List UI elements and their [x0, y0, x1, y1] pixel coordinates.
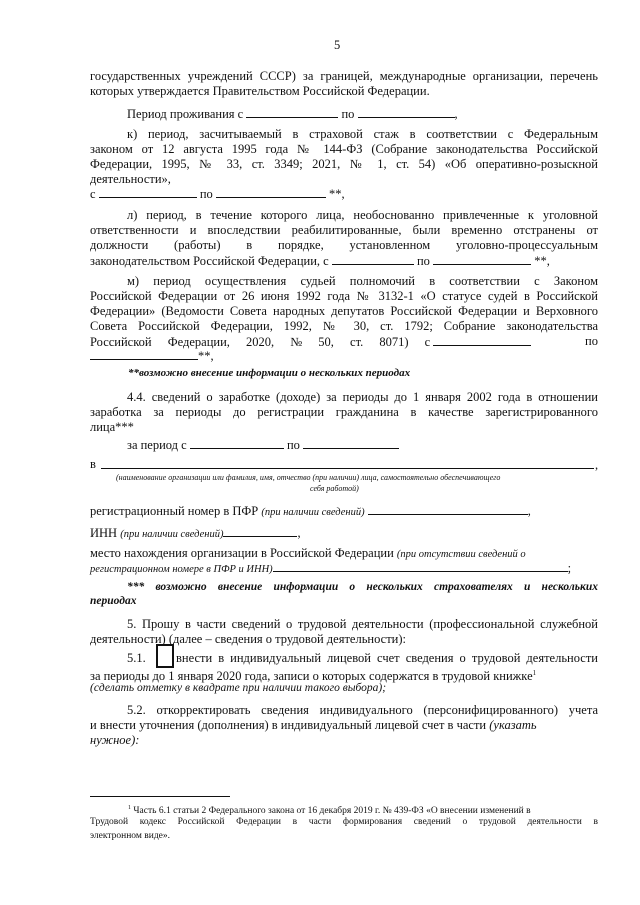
hint: (указать	[489, 718, 537, 732]
text-line: л) период, в течение которого лица, необоснованно привлеченные к уголовной	[127, 208, 598, 222]
po-label: по	[416, 254, 430, 268]
inn-label: ИНН	[90, 526, 118, 540]
v-label: в	[90, 457, 96, 471]
item-number: 5.1.	[127, 651, 146, 665]
date-to-field[interactable]	[90, 348, 198, 360]
text-line: деятельности) (далее – сведения о трудовой деятельности):	[90, 632, 407, 646]
text-line: к) период, засчитываемый в страховой стаж в соответствии с Федеральным	[127, 127, 598, 141]
hint: (при наличии сведений)	[261, 507, 365, 518]
text-line: заработка за периоды до регистрации гражданина в качестве зарегистрированного	[90, 405, 598, 419]
regnum-label: регистрационный номер в ПФР	[90, 504, 259, 518]
text-line: Российской Федерации от 26 июня 1992 года № 3132-1 «О статусе судей в Российской	[90, 289, 598, 303]
footnote-ref: 1	[532, 669, 537, 677]
text-line: нужное):	[90, 733, 140, 747]
inn-row	[90, 525, 301, 542]
punct: ,	[297, 526, 301, 540]
text-line: 5. Прошу в части сведений о трудовой деятельности (профессиональной служебной	[127, 617, 598, 631]
text-line: внести в индивидуальный лицевой счет сведения о трудовой деятельности	[176, 651, 598, 665]
po-label: по	[286, 438, 300, 452]
page-number: 5	[334, 38, 341, 52]
footnote-mark: **,	[329, 187, 345, 201]
hint: регистрационном номере в ПФР и ИНН)	[90, 564, 273, 575]
date-from-field[interactable]	[332, 253, 414, 265]
text-line: за периоды до 1 января 2020 года, записи о которых содержатся в трудовой книжке	[90, 669, 533, 684]
period-label: за период с	[127, 438, 187, 452]
k-period-row	[90, 186, 345, 202]
po-label: по	[341, 107, 355, 121]
location-field[interactable]	[273, 560, 568, 572]
period-label: Период проживания с	[127, 107, 244, 121]
caption-line: (наименование организации или фамилия, имя, отчество (при наличии) лица, самостоятельно обеспечивающего	[116, 473, 501, 482]
text-line: Трудовой кодекс Российской Федерации в части формирования сведений о трудовой деятельности в	[90, 817, 598, 827]
text-line: м) период осуществления судьей полномочий в соответствии с Законом	[127, 274, 598, 288]
text-line: ответственности и впоследствии реабилитированные, были временно отстранены от	[90, 223, 598, 237]
s-label: с	[90, 187, 96, 201]
text-line: деятельности»,	[90, 172, 171, 186]
date-from-field[interactable]	[433, 334, 531, 346]
text-line: 4.4. сведений о заработке (доходе) за периоды до 1 января 2002 года в отношении	[127, 390, 598, 404]
date-to-field[interactable]	[433, 253, 531, 265]
text-line: которых утверждается Правительством Российской Федерации.	[90, 84, 430, 98]
m-period-row-2	[90, 348, 214, 364]
date-from-field[interactable]	[246, 106, 338, 118]
labor-book-checkbox[interactable]	[156, 644, 174, 668]
l-period-row	[90, 253, 550, 269]
inn-field[interactable]	[223, 525, 297, 537]
text-line: Часть 6.1 статьи 2 Федерального закона от 16 декабря 2019 г. № 439-ФЗ «О внесении изменений в	[133, 806, 531, 817]
footnote-mark: **,	[534, 254, 550, 268]
text-line: электронном виде».	[90, 831, 170, 841]
punct: ,	[527, 504, 531, 518]
text-line: лица***	[90, 420, 134, 434]
text-line: Федерации, 1995, № 33, ст. 3349; 2021, № 1, ст. 54) «Об оперативно-розыскной	[90, 157, 598, 171]
text-line: законом от 12 августа 1995 года № 144-ФЗ (Собрание законодательства Российской	[90, 142, 598, 156]
po-label: по	[585, 334, 598, 348]
text-segment: Российской Федерации, 2020, № 50, ст. 8071) с	[90, 335, 431, 349]
hint: (при отсутствии сведений о	[396, 549, 526, 560]
footnote-mark: 1	[128, 805, 131, 811]
caption-line: себя работой)	[310, 484, 359, 493]
punct: ,	[454, 107, 458, 121]
text-line: *** возможно внесение информации о нескольких страхователях и нескольких	[127, 581, 598, 593]
regnum-field[interactable]	[368, 503, 528, 515]
regnum-row	[90, 503, 531, 520]
text-segment: законодательством Российской Федерации, с	[90, 254, 329, 268]
text-line: государственных учреждений СССР) за границей, международные организации, перечень	[90, 69, 598, 83]
footnote-separator	[90, 796, 230, 797]
location-row-2	[90, 560, 571, 577]
punct: ;	[567, 561, 572, 575]
po-label: по	[199, 187, 213, 201]
text-line: 5.2. откорректировать сведения индивидуального (персонифицированного) учета	[127, 703, 598, 717]
residence-period-row	[127, 106, 458, 122]
location-label: место нахождения организации в Российской Федерации	[90, 546, 394, 560]
text-line: должности (работы) в порядке, установленном уголовно-процессуальным	[90, 238, 598, 252]
text-line: периодах	[90, 595, 137, 607]
footnote-mark: **,	[198, 349, 214, 363]
organization-field[interactable]	[101, 468, 594, 469]
hint: (при наличии сведений)	[120, 529, 224, 540]
text-line: Совета Российской Федерации, 1992, № 30, ст. 1792; Собрание законодательства	[90, 319, 598, 333]
text-line: (сделать отметку в квадрате при наличии такого выбора);	[90, 682, 387, 694]
note-multiple-periods: **возможно внесение информации о нескольких периодах	[128, 367, 411, 379]
text-line: Федерации» (Ведомости Совета народных депутатов Российской Федерации и Верховного	[90, 304, 598, 318]
earnings-period-row	[127, 437, 399, 453]
date-from-field[interactable]	[99, 186, 197, 198]
date-to-field[interactable]	[358, 106, 455, 118]
date-to-field[interactable]	[216, 186, 326, 198]
date-to-field[interactable]	[303, 437, 399, 449]
punct: ,	[595, 458, 599, 472]
text-line: и внести уточнения (дополнения) в индивидуальный лицевой счет в части	[90, 718, 487, 732]
date-from-field[interactable]	[190, 437, 284, 449]
